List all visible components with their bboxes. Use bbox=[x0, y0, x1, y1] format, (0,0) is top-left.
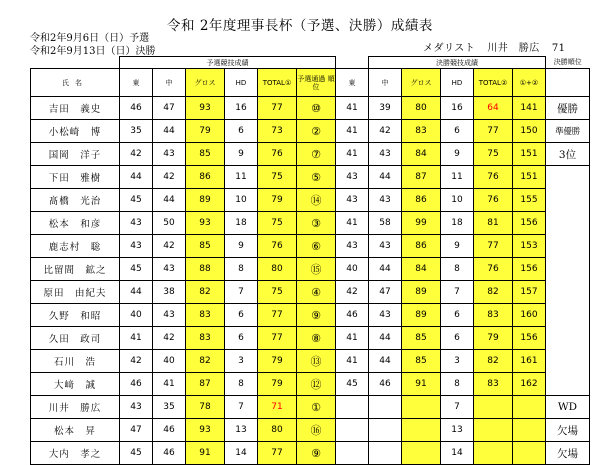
cell-sum: 160 bbox=[513, 304, 546, 327]
cell-out2: 42 bbox=[336, 281, 369, 304]
cell-result: 優勝 bbox=[546, 97, 590, 120]
cell-result bbox=[546, 350, 590, 373]
table-row bbox=[31, 97, 590, 120]
cell-out1: 43 bbox=[120, 235, 153, 258]
cell-out1: 45 bbox=[120, 189, 153, 212]
col-header-in1: 中 bbox=[153, 69, 186, 97]
cell-gross1: 82 bbox=[186, 281, 225, 304]
cell-out2: 46 bbox=[336, 304, 369, 327]
cell-out1: 44 bbox=[120, 166, 153, 189]
cell-total1: 76 bbox=[258, 235, 297, 258]
cell-out1: 43 bbox=[120, 396, 153, 419]
cell-gross1: 86 bbox=[186, 166, 225, 189]
cell-sum bbox=[513, 396, 546, 419]
cell-hd2: 10 bbox=[441, 189, 474, 212]
cell-name: 原田 由紀夫 bbox=[31, 281, 120, 304]
cell-in2: 43 bbox=[369, 235, 402, 258]
medalist-info bbox=[423, 39, 566, 54]
cell-qual: ⑯ bbox=[297, 419, 336, 442]
cell-result bbox=[546, 235, 590, 258]
cell-hd1: 18 bbox=[225, 212, 258, 235]
final-date: 令和2年9月13日（日）決勝 bbox=[30, 46, 156, 57]
col-header-hd1: HD bbox=[225, 69, 258, 97]
cell-hd1: 8 bbox=[225, 373, 258, 396]
cell-total2 bbox=[474, 419, 513, 442]
cell-hd1: 7 bbox=[225, 396, 258, 419]
cell-name: 鹿志村 聡 bbox=[31, 235, 120, 258]
cell-total1: 80 bbox=[258, 258, 297, 281]
cell-qual: ⑥ bbox=[297, 235, 336, 258]
cell-result: 欠場 bbox=[546, 442, 590, 465]
cell-name: 吉田 義史 bbox=[31, 97, 120, 120]
table-row bbox=[31, 304, 590, 327]
cell-hd2: 3 bbox=[441, 350, 474, 373]
cell-hd2: 9 bbox=[441, 235, 474, 258]
cell-sum bbox=[513, 442, 546, 465]
cell-in2: 46 bbox=[369, 373, 402, 396]
cell-total2 bbox=[474, 442, 513, 465]
cell-gross2: 80 bbox=[402, 97, 441, 120]
cell-sum: 153 bbox=[513, 235, 546, 258]
cell-gross2: 87 bbox=[402, 166, 441, 189]
cell-hd2: 11 bbox=[441, 166, 474, 189]
table-row bbox=[31, 189, 590, 212]
cell-qual: ⑨ bbox=[297, 442, 336, 465]
cell-sum: 141 bbox=[513, 97, 546, 120]
cell-out1: 40 bbox=[120, 304, 153, 327]
cell-gross1: 82 bbox=[186, 350, 225, 373]
cell-gross1: 85 bbox=[186, 143, 225, 166]
cell-hd2: 7 bbox=[441, 396, 474, 419]
cell-total1: 75 bbox=[258, 212, 297, 235]
cell-hd1: 14 bbox=[225, 442, 258, 465]
group-prelim: 予選競技成績 bbox=[120, 57, 336, 69]
cell-in1: 43 bbox=[153, 304, 186, 327]
cell-gross1: 87 bbox=[186, 373, 225, 396]
group-rank: 決勝順位 bbox=[546, 57, 590, 69]
cell-hd1: 8 bbox=[225, 258, 258, 281]
col-header-total2: TOTAL② bbox=[474, 69, 513, 97]
cell-out2: 41 bbox=[336, 120, 369, 143]
cell-hd2: 18 bbox=[441, 212, 474, 235]
cell-in2: 47 bbox=[369, 281, 402, 304]
cell-qual: ④ bbox=[297, 281, 336, 304]
group-header-row bbox=[31, 57, 590, 69]
cell-gross1: 83 bbox=[186, 304, 225, 327]
cell-name: 川井 勝広 bbox=[31, 396, 120, 419]
cell-result bbox=[546, 304, 590, 327]
cell-out1: 45 bbox=[120, 442, 153, 465]
cell-total2: 83 bbox=[474, 373, 513, 396]
cell-name: 国岡 洋子 bbox=[31, 143, 120, 166]
cell-in2 bbox=[369, 442, 402, 465]
cell-out1: 35 bbox=[120, 120, 153, 143]
cell-out1: 43 bbox=[120, 212, 153, 235]
cell-qual: ⑦ bbox=[297, 143, 336, 166]
cell-total2: 64 bbox=[474, 97, 513, 120]
cell-total2: 77 bbox=[474, 120, 513, 143]
results-table bbox=[30, 56, 590, 465]
cell-result: 3位 bbox=[546, 143, 590, 166]
cell-gross2: 89 bbox=[402, 304, 441, 327]
cell-in2: 58 bbox=[369, 212, 402, 235]
medalist-label: メダリスト bbox=[423, 43, 476, 54]
cell-in1: 47 bbox=[153, 97, 186, 120]
cell-result bbox=[546, 189, 590, 212]
cell-name: 久田 政司 bbox=[31, 327, 120, 350]
cell-in1: 43 bbox=[153, 143, 186, 166]
cell-hd1: 11 bbox=[225, 166, 258, 189]
cell-hd1: 7 bbox=[225, 281, 258, 304]
col-header-name: 氏名 bbox=[31, 69, 120, 97]
cell-qual: ② bbox=[297, 120, 336, 143]
cell-hd1: 10 bbox=[225, 189, 258, 212]
cell-result bbox=[546, 212, 590, 235]
table-row bbox=[31, 442, 590, 465]
cell-result bbox=[546, 166, 590, 189]
cell-hd2: 16 bbox=[441, 97, 474, 120]
table-row bbox=[31, 373, 590, 396]
cell-gross2 bbox=[402, 442, 441, 465]
cell-result: 準優勝 bbox=[546, 120, 590, 143]
cell-hd2: 7 bbox=[441, 281, 474, 304]
cell-out1: 46 bbox=[120, 97, 153, 120]
cell-total2: 76 bbox=[474, 258, 513, 281]
cell-hd1: 16 bbox=[225, 97, 258, 120]
medalist-score: 71 bbox=[551, 43, 566, 54]
cell-gross2: 85 bbox=[402, 327, 441, 350]
group-blank bbox=[336, 57, 369, 69]
cell-result: WD bbox=[546, 396, 590, 419]
cell-in1: 46 bbox=[153, 419, 186, 442]
cell-out1: 41 bbox=[120, 327, 153, 350]
cell-in2: 44 bbox=[369, 327, 402, 350]
cell-out2: 43 bbox=[336, 166, 369, 189]
cell-gross2: 85 bbox=[402, 350, 441, 373]
col-header-qual-rank: 予選通過 順位 bbox=[297, 69, 336, 97]
cell-sum: 150 bbox=[513, 120, 546, 143]
col-header-gross2: グロス bbox=[402, 69, 441, 97]
cell-result bbox=[546, 281, 590, 304]
cell-out1: 44 bbox=[120, 281, 153, 304]
table-row bbox=[31, 396, 590, 419]
cell-gross1: 85 bbox=[186, 235, 225, 258]
col-header-hd2: HD bbox=[441, 69, 474, 97]
cell-gross1: 93 bbox=[186, 97, 225, 120]
cell-total1: 77 bbox=[258, 442, 297, 465]
cell-hd1: 6 bbox=[225, 327, 258, 350]
cell-in2: 44 bbox=[369, 166, 402, 189]
table-row bbox=[31, 419, 590, 442]
cell-gross1: 93 bbox=[186, 212, 225, 235]
cell-gross2: 86 bbox=[402, 235, 441, 258]
cell-gross2: 99 bbox=[402, 212, 441, 235]
cell-in1: 42 bbox=[153, 235, 186, 258]
cell-hd2: 6 bbox=[441, 304, 474, 327]
cell-in1: 42 bbox=[153, 166, 186, 189]
cell-name: 大﨑 誠 bbox=[31, 373, 120, 396]
cell-qual: ③ bbox=[297, 212, 336, 235]
cell-sum: 151 bbox=[513, 143, 546, 166]
col-header-in2: 中 bbox=[369, 69, 402, 97]
cell-gross1: 91 bbox=[186, 442, 225, 465]
cell-hd1: 13 bbox=[225, 419, 258, 442]
cell-sum: 156 bbox=[513, 258, 546, 281]
table-row bbox=[31, 235, 590, 258]
cell-total2: 76 bbox=[474, 189, 513, 212]
cell-sum bbox=[513, 419, 546, 442]
cell-gross2: 83 bbox=[402, 120, 441, 143]
cell-qual: ⑬ bbox=[297, 350, 336, 373]
cell-out2: 41 bbox=[336, 212, 369, 235]
cell-qual: ⑫ bbox=[297, 373, 336, 396]
cell-out2 bbox=[336, 419, 369, 442]
table-row bbox=[31, 143, 590, 166]
cell-in2: 43 bbox=[369, 304, 402, 327]
table-row bbox=[31, 327, 590, 350]
cell-out2: 45 bbox=[336, 373, 369, 396]
cell-gross2 bbox=[402, 419, 441, 442]
cell-sum: 161 bbox=[513, 350, 546, 373]
cell-in2: 44 bbox=[369, 258, 402, 281]
cell-result: 欠場 bbox=[546, 419, 590, 442]
cell-hd1: 3 bbox=[225, 350, 258, 373]
cell-in1: 50 bbox=[153, 212, 186, 235]
cell-total2: 82 bbox=[474, 281, 513, 304]
cell-sum: 156 bbox=[513, 212, 546, 235]
cell-hd2: 9 bbox=[441, 143, 474, 166]
col-header-result bbox=[546, 69, 590, 97]
cell-sum: 162 bbox=[513, 373, 546, 396]
cell-gross1: 78 bbox=[186, 396, 225, 419]
cell-result bbox=[546, 258, 590, 281]
cell-hd2: 6 bbox=[441, 327, 474, 350]
cell-out2: 41 bbox=[336, 97, 369, 120]
cell-hd1: 6 bbox=[225, 304, 258, 327]
cell-hd2: 6 bbox=[441, 120, 474, 143]
cell-in1: 44 bbox=[153, 120, 186, 143]
cell-out1: 45 bbox=[120, 258, 153, 281]
cell-gross2: 86 bbox=[402, 189, 441, 212]
cell-in1: 44 bbox=[153, 189, 186, 212]
table-row bbox=[31, 212, 590, 235]
cell-out2: 40 bbox=[336, 258, 369, 281]
cell-in1: 43 bbox=[153, 258, 186, 281]
cell-sum: 155 bbox=[513, 189, 546, 212]
cell-gross2: 84 bbox=[402, 143, 441, 166]
medalist-name: 川井 勝広 bbox=[487, 43, 540, 54]
cell-name: 松本 和彦 bbox=[31, 212, 120, 235]
cell-in1: 40 bbox=[153, 350, 186, 373]
cell-out2: 41 bbox=[336, 327, 369, 350]
cell-name: 下田 雅樹 bbox=[31, 166, 120, 189]
cell-result bbox=[546, 373, 590, 396]
cell-sum: 157 bbox=[513, 281, 546, 304]
cell-out1: 42 bbox=[120, 143, 153, 166]
cell-gross2 bbox=[402, 396, 441, 419]
cell-qual: ⑭ bbox=[297, 189, 336, 212]
cell-in2: 44 bbox=[369, 350, 402, 373]
cell-total1: 80 bbox=[258, 419, 297, 442]
cell-total2: 81 bbox=[474, 212, 513, 235]
group-blank bbox=[31, 57, 120, 69]
cell-total2: 75 bbox=[474, 143, 513, 166]
cell-total2: 83 bbox=[474, 304, 513, 327]
cell-in2 bbox=[369, 396, 402, 419]
cell-gross2: 89 bbox=[402, 281, 441, 304]
cell-sum: 151 bbox=[513, 166, 546, 189]
cell-name: 久野 和昭 bbox=[31, 304, 120, 327]
cell-sum: 156 bbox=[513, 327, 546, 350]
cell-in1: 41 bbox=[153, 373, 186, 396]
cell-total2: 79 bbox=[474, 327, 513, 350]
cell-qual: ⑩ bbox=[297, 97, 336, 120]
column-header-row bbox=[31, 69, 590, 97]
cell-name: 大内 孝之 bbox=[31, 442, 120, 465]
cell-out1: 42 bbox=[120, 350, 153, 373]
cell-total1: 71 bbox=[258, 396, 297, 419]
cell-total2: 76 bbox=[474, 166, 513, 189]
col-header-out1: 東 bbox=[120, 69, 153, 97]
group-final: 決勝競技成績 bbox=[369, 57, 546, 69]
cell-gross1: 88 bbox=[186, 258, 225, 281]
cell-gross1: 83 bbox=[186, 327, 225, 350]
table-row bbox=[31, 120, 590, 143]
table-row bbox=[31, 166, 590, 189]
cell-total1: 77 bbox=[258, 327, 297, 350]
cell-name: 小松崎 博 bbox=[31, 120, 120, 143]
cell-result bbox=[546, 327, 590, 350]
cell-out1: 46 bbox=[120, 373, 153, 396]
cell-total1: 79 bbox=[258, 189, 297, 212]
cell-out2: 43 bbox=[336, 235, 369, 258]
cell-gross1: 89 bbox=[186, 189, 225, 212]
col-header-out2: 東 bbox=[336, 69, 369, 97]
cell-out1: 47 bbox=[120, 419, 153, 442]
prelim-date: 令和2年9月6日（日）予選 bbox=[30, 33, 150, 44]
cell-hd1: 6 bbox=[225, 120, 258, 143]
cell-qual: ⑮ bbox=[297, 258, 336, 281]
table-row bbox=[31, 350, 590, 373]
cell-hd1: 9 bbox=[225, 235, 258, 258]
cell-in1: 42 bbox=[153, 327, 186, 350]
cell-hd1: 9 bbox=[225, 143, 258, 166]
cell-name: 石川 浩 bbox=[31, 350, 120, 373]
cell-hd2: 8 bbox=[441, 258, 474, 281]
cell-in1: 35 bbox=[153, 396, 186, 419]
table-row bbox=[31, 258, 590, 281]
cell-total1: 73 bbox=[258, 120, 297, 143]
cell-total1: 76 bbox=[258, 143, 297, 166]
cell-out2: 41 bbox=[336, 350, 369, 373]
cell-total1: 75 bbox=[258, 281, 297, 304]
cell-gross1: 79 bbox=[186, 120, 225, 143]
cell-name: 髙橋 光治 bbox=[31, 189, 120, 212]
cell-qual: ⑧ bbox=[297, 327, 336, 350]
cell-in2: 43 bbox=[369, 189, 402, 212]
cell-in1: 46 bbox=[153, 442, 186, 465]
cell-total1: 77 bbox=[258, 97, 297, 120]
cell-total2: 82 bbox=[474, 350, 513, 373]
cell-hd2: 14 bbox=[441, 442, 474, 465]
cell-total1: 79 bbox=[258, 350, 297, 373]
cell-in2 bbox=[369, 419, 402, 442]
cell-hd2: 8 bbox=[441, 373, 474, 396]
cell-in2: 39 bbox=[369, 97, 402, 120]
cell-out2: 41 bbox=[336, 143, 369, 166]
cell-gross1: 93 bbox=[186, 419, 225, 442]
cell-hd2: 13 bbox=[441, 419, 474, 442]
cell-total1: 79 bbox=[258, 373, 297, 396]
cell-total1: 77 bbox=[258, 304, 297, 327]
table-row bbox=[31, 281, 590, 304]
cell-qual: ⑤ bbox=[297, 166, 336, 189]
cell-in2: 42 bbox=[369, 120, 402, 143]
cell-in2: 43 bbox=[369, 143, 402, 166]
cell-gross2: 91 bbox=[402, 373, 441, 396]
cell-qual: ⑨ bbox=[297, 304, 336, 327]
cell-out2 bbox=[336, 442, 369, 465]
cell-out2 bbox=[336, 396, 369, 419]
cell-qual: ① bbox=[297, 396, 336, 419]
col-header-sum: ①+② bbox=[513, 69, 546, 97]
col-header-gross1: グロス bbox=[186, 69, 225, 97]
cell-total2 bbox=[474, 396, 513, 419]
cell-name: 比留間 鉱之 bbox=[31, 258, 120, 281]
cell-out2: 43 bbox=[336, 189, 369, 212]
col-header-total1: TOTAL① bbox=[258, 69, 297, 97]
cell-gross2: 84 bbox=[402, 258, 441, 281]
page-title: 令和 2年度理事長杯（予選、決勝）成績表 bbox=[167, 18, 433, 34]
cell-total2: 77 bbox=[474, 235, 513, 258]
cell-total1: 75 bbox=[258, 166, 297, 189]
cell-in1: 38 bbox=[153, 281, 186, 304]
cell-name: 松本 昇 bbox=[31, 419, 120, 442]
